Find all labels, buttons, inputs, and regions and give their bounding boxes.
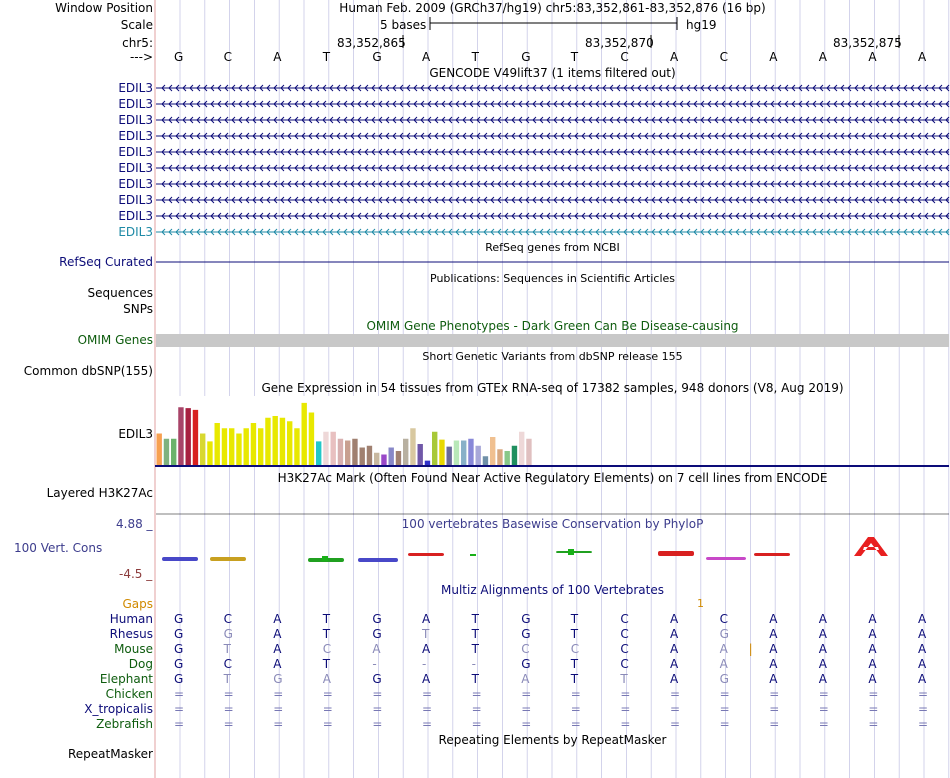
gtex-bar (432, 432, 437, 465)
alignment-base: A (422, 612, 431, 626)
gtex-bar (178, 407, 183, 465)
sequence-base: C (620, 50, 629, 64)
gtex-bar (200, 434, 205, 466)
gtex-bar (512, 446, 517, 465)
alignment-base: T (322, 657, 331, 671)
conservation-logo-glyph (754, 553, 790, 556)
conservation-label[interactable]: 100 Vert. Cons (14, 541, 103, 555)
alignment-base: = (818, 702, 829, 716)
alignment-base: T (471, 612, 479, 626)
alignment-base: = (322, 702, 333, 716)
conservation-logo-glyph (470, 554, 476, 556)
gtex-bar (215, 423, 220, 465)
sequence-base: A (918, 50, 927, 64)
gtex-bar (476, 446, 481, 465)
alignment-base: = (521, 702, 532, 716)
alignment-base: T (322, 612, 331, 626)
species-label[interactable]: Mouse (114, 642, 153, 656)
alignment-base: = (670, 702, 681, 716)
alignment-base: = (918, 702, 929, 716)
alignment-base: = (769, 717, 780, 731)
alignment-base: C (620, 627, 629, 641)
sequence-base: A (670, 50, 679, 64)
gencode-item-label[interactable]: EDIL3 (118, 177, 153, 191)
alignment-base: = (422, 717, 433, 731)
gtex-bar (461, 441, 466, 466)
alignment-base: = (918, 687, 929, 701)
gtex-bar (381, 455, 386, 466)
gaps-label[interactable]: Gaps (122, 597, 153, 611)
alignment-base: G (521, 627, 531, 641)
gtex-bar (345, 441, 350, 466)
alignment-base: = (620, 702, 631, 716)
alignment-base: A (670, 657, 679, 671)
alignment-base: G (372, 627, 382, 641)
insertion-marker: | (748, 642, 753, 656)
alignment-base: C (223, 612, 232, 626)
alignment-base: = (273, 702, 284, 716)
gtex-bar (244, 428, 249, 465)
sequence-base: T (322, 50, 331, 64)
alignment-base: G (521, 657, 531, 671)
conservation-logo-glyph (210, 557, 246, 561)
sequence-base: A (422, 50, 431, 64)
alignment-base: A (273, 642, 282, 656)
alignment-base: = (719, 717, 730, 731)
h3k27ac-track-title[interactable]: H3K27Ac Mark (Often Found Near Active Regulatory Elements) on 7 cell lines from ENCODE (277, 471, 828, 485)
alignment-base: T (570, 612, 579, 626)
alignment-base: = (223, 717, 234, 731)
gtex-bar (294, 428, 299, 465)
conservation-logo-big-a (854, 537, 888, 556)
alignment-base: A (670, 672, 679, 686)
alignment-base: = (620, 717, 631, 731)
gtex-bar (186, 408, 191, 465)
alignment-base: G (372, 612, 382, 626)
gencode-item-label[interactable]: EDIL3 (118, 129, 153, 143)
alignment-base: = (471, 717, 482, 731)
alignment-base: T (620, 672, 628, 686)
gtex-bar (396, 451, 401, 465)
alignment-base: A (918, 672, 927, 686)
species-label[interactable]: Chicken (105, 687, 153, 701)
alignment-base: T (570, 672, 579, 686)
gtex-bar (273, 416, 278, 465)
alignment-base: = (273, 717, 284, 731)
alignment-base: T (570, 657, 579, 671)
alignment-base: A (918, 627, 927, 641)
alignment-base: A (273, 657, 282, 671)
gtex-bar (389, 448, 394, 466)
alignment-base: = (322, 717, 333, 731)
alignment-base: - (471, 657, 476, 671)
omim-bar (156, 334, 949, 347)
alignment-base: = (322, 687, 333, 701)
scale-assembly: hg19 (686, 18, 717, 32)
conservation-max: 4.88 _ (116, 517, 153, 531)
alignment-base: A (769, 672, 778, 686)
gtex-bar (490, 437, 495, 465)
alignment-base: = (521, 687, 532, 701)
gtex-bar (193, 410, 198, 465)
alignment-base: T (223, 672, 231, 686)
alignment-base: = (471, 687, 482, 701)
gtex-label[interactable]: EDIL3 (118, 427, 153, 441)
repeatmasker-track-title[interactable]: Repeating Elements by RepeatMasker (438, 733, 667, 747)
window-position-label: Window Position (55, 1, 153, 15)
alignment-base: = (570, 702, 581, 716)
chrom-label: chr5: (122, 36, 153, 50)
alignment-base: C (620, 612, 629, 626)
gtex-bar (236, 434, 241, 466)
alignment-base: G (174, 612, 184, 626)
sequence-base: T (570, 50, 579, 64)
gtex-bar (418, 444, 423, 465)
gtex-bar (338, 439, 343, 465)
coord-label: 83,352,875 (833, 36, 902, 50)
alignment-base: A (422, 642, 431, 656)
gencode-item-label[interactable]: EDIL3 (118, 81, 153, 95)
alignment-base: = (868, 687, 879, 701)
species-label[interactable]: Dog (128, 657, 153, 671)
gtex-bar (265, 418, 270, 465)
species-label[interactable]: X_tropicalis (84, 702, 153, 716)
scale-label: Scale (120, 18, 153, 32)
gencode-item-label[interactable]: EDIL3 (118, 161, 153, 175)
alignment-base: = (818, 717, 829, 731)
coord-label: 83,352,870 (585, 36, 654, 50)
species-label[interactable]: Elephant (99, 672, 153, 686)
gtex-bar (251, 423, 256, 465)
alignment-base: T (471, 642, 479, 656)
alignment-base: C (719, 612, 728, 626)
alignment-base: A (818, 612, 828, 626)
sequence-base: C (223, 50, 232, 64)
alignment-base: = (372, 687, 383, 701)
alignment-base: = (719, 687, 730, 701)
alignment-base: = (174, 702, 185, 716)
alignment-base: A (322, 672, 332, 686)
strand-arrow-label: ---> (129, 50, 153, 64)
alignment-base: = (769, 687, 780, 701)
alignment-base: G (223, 627, 233, 641)
gtex-bar (171, 439, 176, 465)
gencode-item-label[interactable]: EDIL3 (118, 225, 153, 239)
alignment-base: A (670, 627, 679, 641)
sequence-base: T (471, 50, 479, 64)
gtex-bar (157, 434, 162, 466)
gap-count: 1 (697, 597, 704, 610)
gencode-item-label[interactable]: EDIL3 (118, 97, 153, 111)
alignment-base: A (273, 627, 282, 641)
alignment-base: = (918, 717, 929, 731)
alignment-base: A (818, 627, 828, 641)
alignment-base: G (719, 672, 729, 686)
gtex-bar (164, 439, 169, 465)
alignment-base: A (868, 627, 877, 641)
gtex-bar (352, 439, 357, 465)
alignment-base: - (372, 657, 377, 671)
alignment-base: A (422, 672, 431, 686)
alignment-base: = (372, 702, 383, 716)
conservation-logo-glyph (358, 558, 398, 562)
alignment-base: A (918, 612, 927, 626)
gtex-bar (425, 461, 430, 465)
window-position-value: Human Feb. 2009 (GRCh37/hg19) chr5:83,352,861-83,352,876 (16 bp) (339, 1, 766, 15)
gencode-track-title[interactable]: GENCODE V49lift37 (1 items filtered out) (429, 66, 676, 80)
alignment-base: = (570, 717, 581, 731)
species-label[interactable]: Rhesus (109, 627, 153, 641)
alignment-base: A (868, 612, 877, 626)
alignment-base: T (471, 672, 479, 686)
gtex-bar (374, 453, 379, 465)
gtex-bar (519, 432, 524, 465)
gtex-bar (309, 413, 314, 466)
alignment-base: A (818, 657, 828, 671)
publications-track-title[interactable]: Publications: Sequences in Scientific Articles (430, 272, 675, 285)
alignment-base: = (620, 687, 631, 701)
alignment-base: A (670, 642, 679, 656)
conservation-logo-glyph (408, 553, 444, 556)
alignment-base: = (670, 687, 681, 701)
conservation-logo-glyph (322, 556, 328, 561)
alignment-base: C (322, 642, 332, 656)
alignment-base: = (422, 702, 433, 716)
repeatmasker-label[interactable]: RepeatMasker (67, 747, 153, 761)
alignment-base: A (818, 642, 828, 656)
species-label[interactable]: Zebrafish (96, 717, 153, 731)
alignment-base: G (719, 627, 729, 641)
alignment-base: = (223, 687, 234, 701)
alignment-base: A (372, 642, 381, 656)
alignment-base: A (521, 672, 530, 686)
gtex-bar (360, 448, 365, 466)
alignment-base: T (422, 627, 430, 641)
alignment-base: A (918, 642, 927, 656)
alignment-base: A (273, 612, 282, 626)
alignment-base: = (769, 702, 780, 716)
alignment-base: G (174, 672, 184, 686)
alignment-base: A (868, 672, 877, 686)
refseq-label[interactable]: RefSeq Curated (59, 255, 153, 269)
alignment-base: C (521, 642, 530, 656)
alignment-base: A (769, 627, 778, 641)
publications-label[interactable]: Sequences (87, 286, 153, 300)
alignment-base: = (570, 687, 581, 701)
gtex-bar (229, 428, 234, 465)
refseq-track-title[interactable]: RefSeq genes from NCBI (485, 241, 620, 254)
gencode-item-label[interactable]: EDIL3 (118, 113, 153, 127)
alignment-base: = (174, 687, 185, 701)
gtex-bar (258, 428, 263, 465)
conservation-logo-glyph (706, 557, 746, 560)
sequence-base: A (818, 50, 828, 64)
alignment-base: T (471, 627, 479, 641)
alignment-base: A (868, 657, 877, 671)
alignment-base: A (719, 657, 728, 671)
conservation-min: -4.5 _ (119, 567, 153, 581)
alignment-base: C (223, 657, 232, 671)
alignment-base: G (174, 627, 184, 641)
gtex-bar (323, 432, 328, 465)
alignment-base: G (174, 657, 184, 671)
h3k27ac-label[interactable]: Layered H3K27Ac (46, 486, 153, 500)
alignment-base: T (570, 627, 579, 641)
alignment-base: A (769, 612, 778, 626)
alignment-base: - (422, 657, 427, 671)
gtex-bar (505, 451, 510, 465)
gtex-bar (454, 441, 459, 466)
alignment-base: A (868, 642, 877, 656)
sequence-base: G (174, 50, 184, 64)
gtex-bar (302, 403, 307, 465)
scale-text: 5 bases (380, 18, 427, 32)
gencode-item-label[interactable]: EDIL3 (118, 145, 153, 159)
alignment-base: = (372, 717, 383, 731)
conservation-track-title[interactable]: 100 vertebrates Basewise Conservation by PhyloP (401, 517, 704, 531)
gtex-bar (526, 439, 531, 465)
gtex-bar (468, 439, 473, 465)
multiz-track-title[interactable]: Multiz Alignments of 100 Vertebrates (440, 583, 665, 597)
gtex-bar (207, 441, 212, 465)
alignment-base: = (174, 717, 185, 731)
omim-track-title[interactable]: OMIM Gene Phenotypes - Dark Green Can Be Disease-causing (366, 319, 739, 333)
snps-label[interactable]: SNPs (123, 302, 153, 316)
alignment-base: = (868, 717, 879, 731)
alignment-base: G (273, 672, 283, 686)
gtex-bar (447, 447, 452, 465)
gtex-bar (331, 432, 336, 465)
omim-label[interactable]: OMIM Genes (77, 333, 153, 347)
alignment-base: = (471, 702, 482, 716)
alignment-base: T (322, 627, 331, 641)
coord-label: 83,352,865 (337, 36, 406, 50)
sequence-base: A (769, 50, 778, 64)
alignment-base: C (620, 657, 629, 671)
alignment-base: A (719, 642, 728, 656)
alignment-base: G (174, 642, 184, 656)
alignment-base: C (570, 642, 580, 656)
sequence-base: G (372, 50, 382, 64)
gtex-bar (439, 440, 444, 465)
conservation-logo-glyph (568, 549, 574, 555)
gtex-bar (483, 456, 488, 465)
alignment-base: = (818, 687, 829, 701)
alignment-base: T (223, 642, 231, 656)
sequence-base: A (273, 50, 282, 64)
alignment-base: A (818, 672, 828, 686)
alignment-base: A (670, 612, 679, 626)
gtex-bar (316, 441, 321, 465)
alignment-base: = (521, 717, 532, 731)
dbsnp-track-title[interactable]: Short Genetic Variants from dbSNP release 155 (422, 350, 683, 363)
gtex-bar (287, 421, 292, 465)
conservation-logo-glyph (162, 557, 198, 561)
alignment-base: = (868, 702, 879, 716)
gtex-bar (280, 418, 285, 465)
alignment-base: = (670, 717, 681, 731)
alignment-base: = (422, 687, 433, 701)
species-label[interactable]: Human (109, 612, 153, 626)
gencode-item-label[interactable]: EDIL3 (118, 193, 153, 207)
gtex-bar (497, 449, 502, 465)
gtex-bar (410, 428, 415, 465)
alignment-base: G (372, 672, 382, 686)
dbsnp-label[interactable]: Common dbSNP(155) (23, 364, 153, 378)
gtex-bar (222, 428, 227, 465)
alignment-base: A (769, 642, 778, 656)
sequence-base: G (521, 50, 531, 64)
sequence-base: C (719, 50, 728, 64)
gtex-bar (403, 439, 408, 465)
alignment-base: = (223, 702, 234, 716)
conservation-logo-glyph (658, 551, 694, 556)
alignment-base: G (521, 612, 531, 626)
gencode-item-label[interactable]: EDIL3 (118, 209, 153, 223)
gtex-bar (367, 446, 372, 465)
alignment-base: A (769, 657, 778, 671)
sequence-base: A (868, 50, 877, 64)
alignment-base: C (620, 642, 629, 656)
alignment-base: = (719, 702, 730, 716)
gtex-track-title[interactable]: Gene Expression in 54 tissues from GTEx RNA-seq of 17382 samples, 948 donors (V8, Aug 2019) (261, 381, 844, 395)
alignment-base: = (273, 687, 284, 701)
alignment-base: A (918, 657, 927, 671)
